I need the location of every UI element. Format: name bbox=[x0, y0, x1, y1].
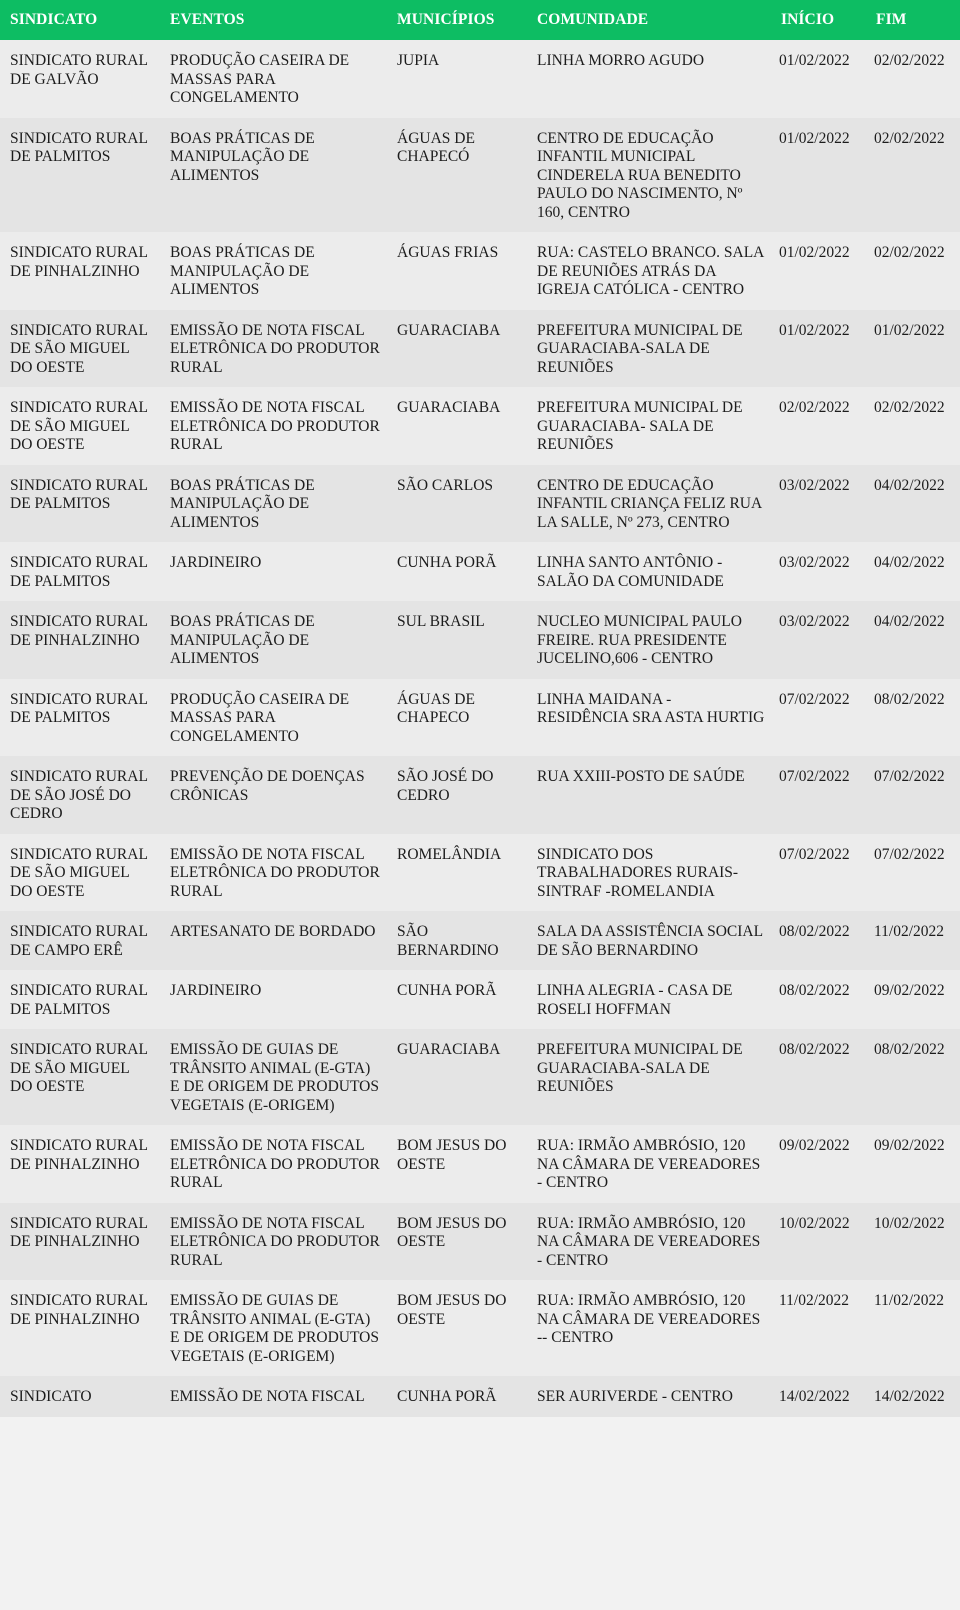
cell-municipio: SUL BRASIL bbox=[397, 613, 485, 630]
cell-comunidade: LINHA MORRO AGUDO bbox=[537, 52, 705, 69]
table-row bbox=[0, 118, 960, 233]
table-row bbox=[0, 1029, 960, 1125]
cell-sindicato: SINDICATO RURAL DE PINHALZINHO bbox=[10, 613, 148, 649]
cell-sindicato: SINDICATO RURAL DE PALMITOS bbox=[10, 690, 148, 726]
cell-inicio: 07/02/2022 bbox=[779, 690, 850, 708]
cell-fim: 07/02/2022 bbox=[874, 768, 945, 785]
cell-evento: PREVENÇÃO DE DOENÇAS CRÔNICAS bbox=[170, 768, 365, 804]
cell-fim: 11/02/2022 bbox=[874, 923, 945, 940]
table-row bbox=[0, 970, 960, 1029]
cell-fim: 02/02/2022 bbox=[874, 129, 945, 147]
cell-inicio: 03/02/2022 bbox=[779, 554, 850, 571]
cell-comunidade: RUA: IRMÃO AMBRÓSIO, 120 NA CÂMARA DE VEREADORES - CENTRO bbox=[537, 1137, 761, 1191]
cell-comunidade: SINDICATO DOS TRABALHADORES RURAIS-SINTRAF -ROMELANDIA bbox=[537, 845, 739, 900]
cell-municipio: CUNHA PORÃ bbox=[397, 554, 497, 571]
cell-fim: 09/02/2022 bbox=[874, 982, 945, 999]
cell-sindicato: SINDICATO RURAL DE PINHALZINHO bbox=[10, 244, 148, 280]
cell-evento: EMISSÃO DE NOTA FISCAL ELETRÔNICA DO PRODUTOR RURAL bbox=[170, 321, 380, 376]
cell-municipio: JUPIA bbox=[397, 52, 440, 69]
cell-sindicato: SINDICATO RURAL DE PALMITOS bbox=[10, 129, 148, 165]
cell-inicio: 07/02/2022 bbox=[779, 768, 850, 785]
cell-evento: PRODUÇÃO CASEIRA DE MASSAS PARA CONGELAMENTO bbox=[170, 52, 350, 106]
cell-inicio: 08/02/2022 bbox=[779, 982, 850, 999]
cell-fim: 08/02/2022 bbox=[874, 1041, 945, 1058]
cell-inicio: 14/02/2022 bbox=[779, 1388, 850, 1405]
cell-comunidade: LINHA ALEGRIA - CASA DE ROSELI HOFFMAN bbox=[537, 982, 733, 1018]
cell-comunidade: LINHA MAIDANA - RESIDÊNCIA SRA ASTA HURTIG bbox=[537, 690, 765, 726]
cell-comunidade: PREFEITURA MUNICIPAL DE GUARACIABA-SALA DE REUNIÕES bbox=[537, 321, 743, 376]
cell-municipio: GUARACIABA bbox=[397, 321, 501, 339]
cell-inicio: 01/02/2022 bbox=[779, 321, 850, 339]
cell-sindicato: SINDICATO RURAL DE PALMITOS bbox=[10, 476, 148, 512]
table-row bbox=[0, 310, 960, 388]
cell-comunidade: PREFEITURA MUNICIPAL DE GUARACIABA-SALA DE REUNIÕES bbox=[537, 1041, 743, 1095]
cell-evento: EMISSÃO DE GUIAS DE TRÂNSITO ANIMAL (E-GTA) E DE ORIGEM DE PRODUTOS VEGETAIS (E-ORIGEM) bbox=[170, 1292, 379, 1365]
cell-evento: BOAS PRÁTICAS DE MANIPULAÇÃO DE ALIMENTOS bbox=[170, 613, 315, 667]
cell-evento: EMISSÃO DE NOTA FISCAL ELETRÔNICA DO PRODUTOR RURAL bbox=[170, 845, 380, 900]
cell-fim: 10/02/2022 bbox=[874, 1214, 945, 1232]
table-row bbox=[0, 679, 960, 757]
cell-municipio: SÃO BERNARDINO bbox=[397, 923, 499, 959]
cell-sindicato: SINDICATO RURAL DE SÃO JOSÉ DO CEDRO bbox=[10, 768, 148, 822]
cell-comunidade: CENTRO DE EDUCAÇÃO INFANTIL CRIANÇA FELIZ RUA LA SALLE, Nº 273, CENTRO bbox=[537, 476, 762, 531]
cell-inicio: 09/02/2022 bbox=[779, 1137, 850, 1154]
cell-evento: BOAS PRÁTICAS DE MANIPULAÇÃO DE ALIMENTOS bbox=[170, 244, 315, 298]
cell-fim: 07/02/2022 bbox=[874, 845, 945, 863]
cell-fim: 09/02/2022 bbox=[874, 1137, 945, 1154]
cell-inicio: 08/02/2022 bbox=[779, 923, 850, 940]
table-row bbox=[0, 1376, 960, 1417]
cell-comunidade: RUA: CASTELO BRANCO. SALA DE REUNIÕES ATRÁS DA IGREJA CATÓLICA - CENTRO bbox=[537, 244, 764, 298]
cell-inicio: 10/02/2022 bbox=[779, 1214, 850, 1232]
cell-evento: EMISSÃO DE NOTA FISCAL ELETRÔNICA DO PRODUTOR RURAL bbox=[170, 399, 380, 453]
cell-comunidade: RUA: IRMÃO AMBRÓSIO, 120 NA CÂMARA DE VEREADORES -- CENTRO bbox=[537, 1292, 761, 1346]
cell-fim: 02/02/2022 bbox=[874, 399, 945, 416]
cell-comunidade: CENTRO DE EDUCAÇÃO INFANTIL MUNICIPAL CINDERELA RUA BENEDITO PAULO DO NASCIMENTO, Nº 160, CENTRO bbox=[537, 129, 743, 221]
cell-evento: EMISSÃO DE GUIAS DE TRÂNSITO ANIMAL (E-GTA) E DE ORIGEM DE PRODUTOS VEGETAIS (E-ORIGEM) bbox=[170, 1041, 379, 1114]
header-row bbox=[0, 0, 960, 40]
cell-municipio: BOM JESUS DO OESTE bbox=[397, 1137, 507, 1173]
cell-inicio: 07/02/2022 bbox=[779, 845, 850, 863]
cell-comunidade: SALA DA ASSISTÊNCIA SOCIAL DE SÃO BERNARDINO bbox=[537, 923, 763, 959]
table-row bbox=[0, 1203, 960, 1281]
cell-sindicato: SINDICATO RURAL DE GALVÃO bbox=[10, 52, 148, 88]
cell-municipio: ÁGUAS FRIAS bbox=[397, 244, 499, 261]
cell-evento: ARTESANATO DE BORDADO bbox=[170, 923, 376, 940]
cell-sindicato: SINDICATO RURAL DE PINHALZINHO bbox=[10, 1137, 148, 1173]
cell-fim: 04/02/2022 bbox=[874, 554, 945, 571]
cell-municipio: SÃO CARLOS bbox=[397, 476, 494, 494]
cell-evento: JARDINEIRO bbox=[170, 982, 262, 999]
table-row bbox=[0, 1280, 960, 1376]
cell-fim: 02/02/2022 bbox=[874, 244, 945, 261]
cell-inicio: 01/02/2022 bbox=[779, 129, 850, 147]
table-row bbox=[0, 834, 960, 912]
cell-evento: JARDINEIRO bbox=[170, 554, 262, 571]
cell-inicio: 01/02/2022 bbox=[779, 244, 850, 261]
cell-municipio: CUNHA PORÃ bbox=[397, 982, 497, 999]
table-row bbox=[0, 232, 960, 310]
table-row bbox=[0, 387, 960, 465]
cell-inicio: 03/02/2022 bbox=[779, 613, 850, 630]
cell-sindicato: SINDICATO RURAL DE SÃO MIGUEL DO OESTE bbox=[10, 399, 148, 453]
cell-comunidade: SER AURIVERDE - CENTRO bbox=[537, 1388, 733, 1405]
cell-sindicato: SINDICATO bbox=[10, 1388, 92, 1405]
table-row bbox=[0, 911, 960, 970]
cell-municipio: BOM JESUS DO OESTE bbox=[397, 1214, 507, 1250]
cell-comunidade: NUCLEO MUNICIPAL PAULO FREIRE. RUA PRESIDENTE JUCELINO,606 - CENTRO bbox=[537, 613, 742, 667]
column-header-fim: FIM bbox=[866, 0, 960, 40]
cell-municipio: BOM JESUS DO OESTE bbox=[397, 1292, 507, 1328]
cell-fim: 04/02/2022 bbox=[874, 613, 945, 630]
cell-municipio: GUARACIABA bbox=[397, 399, 501, 416]
cell-sindicato: SINDICATO RURAL DE SÃO MIGUEL DO OESTE bbox=[10, 1041, 148, 1095]
cell-evento: BOAS PRÁTICAS DE MANIPULAÇÃO DE ALIMENTOS bbox=[170, 476, 315, 531]
cell-municipio: ÁGUAS DE CHAPECÓ bbox=[397, 129, 475, 165]
column-header-inicio: INÍCIO bbox=[771, 0, 866, 40]
cell-comunidade: PREFEITURA MUNICIPAL DE GUARACIABA- SALA DE REUNIÕES bbox=[537, 399, 743, 453]
cell-inicio: 01/02/2022 bbox=[779, 52, 850, 69]
cell-evento: BOAS PRÁTICAS DE MANIPULAÇÃO DE ALIMENTOS bbox=[170, 129, 315, 184]
table-row bbox=[0, 756, 960, 834]
table-row bbox=[0, 465, 960, 543]
cell-municipio: CUNHA PORÃ bbox=[397, 1388, 497, 1405]
cell-sindicato: SINDICATO RURAL DE SÃO MIGUEL DO OESTE bbox=[10, 321, 148, 376]
cell-sindicato: SINDICATO RURAL DE PINHALZINHO bbox=[10, 1214, 148, 1250]
cell-fim: 11/02/2022 bbox=[874, 1292, 945, 1309]
cell-fim: 14/02/2022 bbox=[874, 1388, 945, 1405]
cell-municipio: ÁGUAS DE CHAPECO bbox=[397, 690, 475, 726]
cell-comunidade: LINHA SANTO ANTÔNIO - SALÃO DA COMUNIDADE bbox=[537, 554, 724, 590]
cell-fim: 08/02/2022 bbox=[874, 690, 945, 708]
cell-sindicato: SINDICATO RURAL DE PALMITOS bbox=[10, 982, 148, 1018]
table-row bbox=[0, 40, 960, 118]
cell-evento: EMISSÃO DE NOTA FISCAL bbox=[170, 1388, 365, 1405]
cell-comunidade: RUA: IRMÃO AMBRÓSIO, 120 NA CÂMARA DE VEREADORES - CENTRO bbox=[537, 1214, 761, 1269]
column-header-sindicato: SINDICATO bbox=[0, 0, 160, 40]
column-header-comunidade: COMUNIDADE bbox=[527, 0, 771, 40]
cell-municipio: SÃO JOSÉ DO CEDRO bbox=[397, 768, 494, 804]
table-row bbox=[0, 542, 960, 601]
cell-inicio: 03/02/2022 bbox=[779, 476, 850, 494]
cell-evento: PRODUÇÃO CASEIRA DE MASSAS PARA CONGELAMENTO bbox=[170, 690, 350, 745]
cell-fim: 04/02/2022 bbox=[874, 476, 945, 494]
cell-inicio: 08/02/2022 bbox=[779, 1041, 850, 1058]
cell-fim: 02/02/2022 bbox=[874, 52, 945, 69]
table-row bbox=[0, 1125, 960, 1203]
cell-municipio: GUARACIABA bbox=[397, 1041, 501, 1058]
table-row bbox=[0, 601, 960, 679]
cell-sindicato: SINDICATO RURAL DE CAMPO ERÊ bbox=[10, 923, 148, 959]
cell-comunidade: RUA XXIII-POSTO DE SAÚDE bbox=[537, 768, 745, 785]
table-body bbox=[0, 40, 960, 1417]
cell-sindicato: SINDICATO RURAL DE PINHALZINHO bbox=[10, 1292, 148, 1328]
cell-inicio: 02/02/2022 bbox=[779, 399, 850, 416]
column-header-municipios: MUNICÍPIOS bbox=[387, 0, 527, 40]
table-header bbox=[0, 0, 960, 40]
cell-sindicato: SINDICATO RURAL DE PALMITOS bbox=[10, 554, 148, 590]
cell-inicio: 11/02/2022 bbox=[779, 1292, 850, 1309]
cell-fim: 01/02/2022 bbox=[874, 321, 945, 339]
cell-municipio: ROMELÂNDIA bbox=[397, 845, 502, 863]
cell-evento: EMISSÃO DE NOTA FISCAL ELETRÔNICA DO PRODUTOR RURAL bbox=[170, 1137, 380, 1191]
cell-evento: EMISSÃO DE NOTA FISCAL ELETRÔNICA DO PRODUTOR RURAL bbox=[170, 1214, 380, 1269]
column-header-eventos: EVENTOS bbox=[160, 0, 387, 40]
cell-sindicato: SINDICATO RURAL DE SÃO MIGUEL DO OESTE bbox=[10, 845, 148, 900]
